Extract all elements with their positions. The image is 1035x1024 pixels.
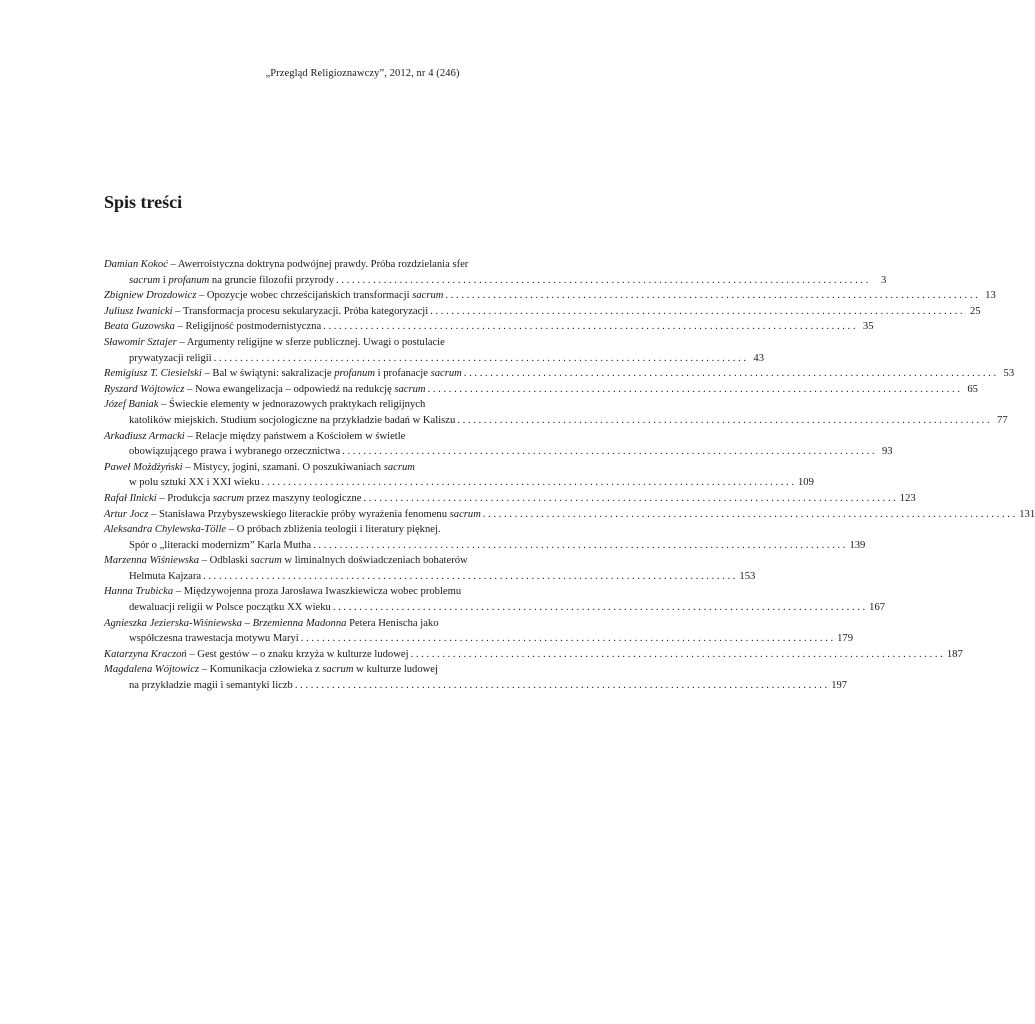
toc-entry (104, 288, 996, 304)
toc-line (104, 335, 553, 351)
toc-title-text: na przykładzie magii i semantyki liczb (129, 680, 293, 692)
toc-title-text: O próbach zbliżenia teologii i literatury pięknej. (236, 524, 441, 536)
toc-title-text: na gruncie filozofii przyrody (209, 274, 334, 286)
toc-page-number: 123 (899, 492, 916, 504)
toc-entry (104, 319, 874, 335)
toc-line (104, 257, 553, 273)
toc-title-text: przez maszyny teologiczne (244, 492, 362, 504)
toc-title-text: i profanacje (375, 368, 431, 380)
toc-line-text (104, 397, 425, 413)
toc-line-text (129, 273, 334, 289)
toc-separator: – (174, 321, 186, 333)
toc-separator: – (148, 508, 160, 520)
toc-separator: – (176, 336, 187, 348)
toc-line-text (104, 382, 426, 398)
toc-line-text (104, 319, 321, 335)
toc-line-text (104, 553, 468, 569)
toc-italic-text: profanum (334, 368, 375, 380)
toc-separator: – (201, 368, 213, 380)
toc-author: Arkadiusz Armacki (104, 430, 185, 442)
toc-line (104, 491, 916, 507)
toc-page-number: 167 (869, 602, 886, 614)
toc-line (104, 382, 978, 398)
toc-author: Józef Baniak (104, 399, 159, 411)
toc-title-text: Odblaski (209, 555, 251, 567)
toc-line-text (129, 475, 260, 491)
toc-leader-dots (464, 366, 996, 382)
toc-page-number: 109 (798, 477, 814, 489)
toc-line-text (104, 584, 461, 600)
toc-page-number: 131 (1019, 508, 1035, 520)
toc-leader-dots (428, 382, 960, 398)
toc-line-text (104, 429, 405, 445)
toc-author: Agnieszka Jezierska-Wiśniewska (104, 617, 242, 629)
toc-title-text: Religijność postmodernistyczna (185, 321, 322, 333)
toc-author: Damian Kokoć (104, 259, 168, 270)
toc-line (104, 662, 553, 678)
toc-title-text: Stanisława Przybyszewskiego literackie próby wyrażenia fenomenu (159, 508, 450, 520)
toc-separator: – (173, 586, 184, 598)
toc-leader-dots (333, 600, 865, 616)
toc-page-number: 197 (831, 680, 848, 692)
toc-title-text: Gest gestów – o znaku krzyża w kulturze ludowej (197, 648, 409, 660)
toc-line (104, 366, 1015, 382)
toc-page-number: 13 (985, 290, 996, 302)
toc-separator: – (156, 492, 168, 504)
toc-title-text: Bal w świątyni: sakralizacje (212, 368, 335, 380)
toc-page-number: 3 (881, 274, 887, 286)
toc-line-text (104, 507, 481, 523)
toc-entry (104, 304, 981, 320)
toc-leader-dots (313, 538, 845, 554)
toc-author: Magdalena Wójtowicz (104, 664, 200, 676)
toc-author: Sławomir Sztajer (104, 336, 177, 348)
toc-title-text: współczesna trawestacja motywu Maryi (129, 633, 299, 645)
toc-leader-dots (411, 647, 943, 663)
toc-title-text: Spór o „literacki modernizm” Karla Mutha (129, 539, 312, 551)
toc-title-text: katolików miejskich. Studium socjologiczne na przykładzie badań w Kaliszu (129, 414, 456, 426)
toc-entry (104, 507, 1035, 523)
toc-title-text: Nowa ewangelizacja – odpowiedź na redukcję (194, 383, 395, 395)
toc-italic-text: sacrum (394, 383, 426, 395)
toc-entry (104, 366, 1015, 382)
toc-line-text (129, 569, 201, 585)
toc-leader-dots (295, 678, 827, 694)
toc-separator: – (184, 383, 195, 395)
toc-line-text (104, 522, 441, 538)
toc-separator: – (182, 461, 194, 473)
toc-author: Juliusz Iwanicki (104, 305, 173, 317)
toc-line-text (129, 600, 331, 616)
toc-leader-dots (363, 491, 895, 507)
toc-leader-dots (483, 507, 1015, 523)
toc-author: Artur Jocz (104, 508, 149, 520)
toc-italic-text: sacrum (212, 492, 245, 504)
toc-title-text: Argumenty religijne w sferze publicznej. Uwagi o postulacie (186, 336, 445, 348)
toc-line (104, 584, 553, 600)
toc-title-text: Helmuta Kajzara (129, 570, 202, 582)
toc-leader-dots (342, 444, 874, 460)
toc-leader-dots (336, 273, 868, 289)
toc-title-text: Relacje między państwem a Kościołem w świetle (195, 430, 406, 442)
toc-author: Aleksandra Chylewska-Tölle (104, 524, 227, 536)
toc-leader-dots (301, 631, 833, 647)
toc-line-text (129, 678, 293, 694)
toc-italic-text: sacrum (322, 664, 354, 676)
toc-italic-text: sacrum (250, 555, 282, 567)
toc-title-text: Międzywojenna proza Jarosława Iwaszkiewicza wobec problemu (183, 586, 462, 598)
toc-separator: – (226, 524, 237, 536)
toc-author: Ryszard Wójtowicz (104, 383, 185, 395)
toc-page-number: 153 (739, 570, 756, 582)
toc-line-text (104, 288, 443, 304)
toc-line (104, 304, 981, 320)
toc-line-text (104, 647, 409, 663)
toc-line (104, 397, 553, 413)
toc-author: Beata Guzowska (104, 321, 175, 333)
toc-entry (104, 382, 978, 398)
toc-separator: – (158, 399, 170, 411)
toc-page-number: 35 (862, 321, 874, 333)
toc-leader-dots (445, 288, 977, 304)
toc-author: Zbigniew Drozdowicz (104, 290, 197, 302)
toc-line (104, 413, 1008, 429)
toc-italic-text: sacrum (383, 461, 415, 473)
table-of-contents (104, 257, 1035, 694)
toc-italic-text: Brzemienna Madonna (252, 617, 347, 629)
toc-line-text (104, 366, 462, 382)
toc-title-text: dewaluacji religii w Polsce początku XX wieku (129, 602, 331, 614)
page-title: Spis treści (104, 192, 183, 212)
toc-page-number: 77 (997, 414, 1008, 426)
running-header: „Przegląd Religioznawczy”, 2012, nr 4 (246) (265, 68, 460, 79)
toc-entry (104, 397, 1008, 428)
toc-page-number: 65 (967, 383, 978, 395)
toc-entry (104, 584, 886, 615)
toc-author: Marzenna Wiśniewska (104, 555, 200, 567)
toc-separator: – (199, 664, 210, 676)
toc-title-text: w polu sztuki XX i XXI wieku (129, 477, 260, 489)
toc-entry (104, 429, 893, 460)
toc-separator: – (199, 555, 210, 567)
toc-title-text: Petera Henischa jako (346, 617, 439, 629)
toc-italic-text: sacrum (412, 290, 444, 302)
toc-line (104, 600, 886, 616)
toc-page-number: 139 (849, 539, 866, 551)
toc-author: Hanna Trubicka (104, 586, 174, 598)
toc-title-text: Świeckie elementy w jednorazowych praktykach religijnych (169, 399, 426, 411)
toc-page-number: 187 (946, 648, 963, 660)
toc-line (104, 273, 887, 289)
toc-entry (104, 460, 814, 491)
toc-line (104, 631, 853, 647)
toc-line (104, 522, 553, 538)
toc-line (104, 351, 764, 367)
toc-line-text (129, 444, 340, 460)
toc-line (104, 429, 553, 445)
toc-title-text: Awerroistyczna doktryna podwójnej prawdy. Próba rozdzielania sfer (177, 259, 469, 270)
toc-author: Paweł Możdżyński (104, 461, 183, 473)
toc-separator: – (172, 305, 183, 317)
toc-line (104, 319, 874, 335)
toc-separator: – (167, 259, 178, 270)
toc-page-number: 93 (881, 446, 893, 458)
toc-entry (104, 553, 756, 584)
toc-title-text: w kulturze ludowej (353, 664, 438, 676)
toc-leader-dots (323, 319, 855, 335)
toc-leader-dots (262, 475, 794, 491)
toc-line (104, 538, 866, 554)
toc-line (104, 616, 553, 632)
toc-line (104, 507, 1035, 523)
toc-title-text: Produkcja (167, 492, 213, 504)
toc-title-text: w liminalnych doświadczeniach bohaterów (281, 555, 468, 567)
toc-line-text (104, 616, 439, 632)
toc-leader-dots (457, 413, 989, 429)
toc-entry (104, 522, 866, 553)
toc-line-text (129, 538, 311, 554)
toc-title-text: Transformacja procesu sekularyzacji. Próba kategoryzacji (182, 305, 429, 317)
toc-title-text: obowiązującego prawa i wybranego orzecznictwa (129, 446, 341, 458)
toc-separator: – (196, 290, 207, 302)
toc-page-number: 179 (837, 633, 853, 645)
toc-italic-text: sacrum (449, 508, 481, 520)
toc-title-text: prywatyzacji religii (129, 352, 212, 364)
toc-line (104, 444, 893, 460)
toc-line-text (104, 491, 361, 507)
toc-separator: – (186, 648, 198, 660)
toc-line (104, 647, 963, 663)
toc-italic-text: profanum (168, 274, 210, 286)
toc-page-number: 53 (1003, 368, 1015, 380)
toc-line (104, 678, 848, 694)
toc-entry (104, 491, 916, 507)
toc-line-text (104, 460, 415, 476)
toc-title-text: Mistycy, jogini, szamani. O poszukiwaniach (193, 461, 384, 473)
toc-author: Remigiusz T. Ciesielski (104, 368, 202, 380)
toc-title-text: i (160, 274, 169, 286)
toc-line (104, 475, 814, 491)
toc-page-number: 25 (969, 305, 981, 317)
toc-entry (104, 616, 853, 647)
toc-italic-text: sacrum (129, 274, 161, 286)
toc-line-text (129, 351, 212, 367)
toc-separator: – (241, 617, 253, 629)
toc-line (104, 553, 553, 569)
toc-page-number: 43 (753, 352, 764, 364)
toc-title-text: Opozycje wobec chrześcijańskich transformacji (206, 290, 413, 302)
toc-entry (104, 647, 963, 663)
toc-separator: – (184, 430, 196, 442)
toc-entry (104, 662, 848, 693)
toc-line-text (129, 413, 455, 429)
toc-leader-dots (430, 304, 962, 320)
toc-leader-dots (214, 351, 746, 367)
toc-author: Rafał Ilnicki (104, 492, 157, 504)
toc-line (104, 569, 756, 585)
toc-entry (104, 335, 764, 366)
toc-italic-text: sacrum (430, 368, 462, 380)
toc-title-text: Komunikacja człowieka z (209, 664, 323, 676)
toc-line-text (104, 662, 438, 678)
toc-line-text (129, 631, 299, 647)
toc-leader-dots (203, 569, 735, 585)
toc-line (104, 288, 996, 304)
toc-line (104, 460, 553, 476)
toc-author: Katarzyna Kraczoń (104, 648, 187, 660)
toc-entry (104, 257, 887, 288)
toc-line-text (104, 304, 428, 320)
toc-line-text (104, 257, 468, 273)
toc-line-text (104, 335, 445, 351)
